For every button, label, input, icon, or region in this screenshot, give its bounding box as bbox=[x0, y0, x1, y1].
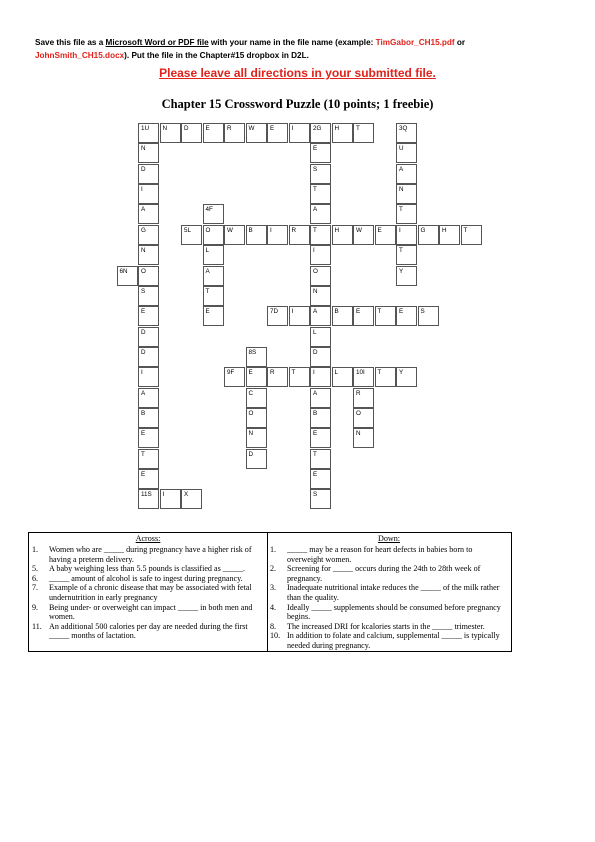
crossword-cell[interactable]: G bbox=[418, 225, 439, 245]
crossword-cell[interactable]: A bbox=[310, 388, 331, 408]
down-column bbox=[267, 533, 511, 651]
file-format-text: Microsoft Word or PDF file bbox=[105, 38, 209, 47]
clue-text: _____ amount of alcohol is safe to ingest during pregnancy. bbox=[49, 573, 243, 583]
crossword-cell[interactable]: O bbox=[246, 408, 267, 428]
crossword-cell[interactable]: E bbox=[310, 428, 331, 448]
crossword-cell[interactable]: U bbox=[396, 143, 417, 163]
crossword-cell[interactable]: C bbox=[246, 388, 267, 408]
crossword-cell[interactable]: 9F bbox=[224, 367, 245, 387]
crossword-cell[interactable]: 8S bbox=[246, 347, 267, 367]
crossword-cell[interactable]: S bbox=[138, 286, 159, 306]
down-clue bbox=[267, 631, 511, 650]
clue-text: Inadequate nutritional intake reduces the _____ of the milk rather than the quality. bbox=[287, 583, 500, 602]
crossword-cell[interactable]: H bbox=[332, 225, 353, 245]
crossword-cell[interactable]: T bbox=[203, 286, 224, 306]
crossword-cell[interactable]: E bbox=[203, 123, 224, 143]
across-clue bbox=[29, 603, 267, 622]
crossword-cell[interactable]: 5L bbox=[181, 225, 202, 245]
crossword-cell[interactable]: H bbox=[332, 123, 353, 143]
crossword-cell[interactable]: A bbox=[396, 164, 417, 184]
crossword-cell[interactable]: 3Q bbox=[396, 123, 417, 143]
crossword-cell[interactable]: O bbox=[203, 225, 224, 245]
crossword-cell[interactable]: T bbox=[396, 204, 417, 224]
crossword-cell[interactable]: D bbox=[310, 347, 331, 367]
crossword-cell[interactable]: D bbox=[181, 123, 202, 143]
crossword-cell[interactable]: S bbox=[310, 164, 331, 184]
crossword-cell[interactable]: I bbox=[160, 489, 181, 509]
crossword-cell[interactable]: 7D bbox=[267, 306, 288, 326]
crossword-cell[interactable]: 4F bbox=[203, 204, 224, 224]
crossword-cell[interactable]: I bbox=[289, 306, 310, 326]
crossword-cell[interactable]: T bbox=[289, 367, 310, 387]
crossword-cell[interactable]: E bbox=[267, 123, 288, 143]
crossword-cell[interactable]: W bbox=[224, 225, 245, 245]
crossword-cell[interactable]: G bbox=[138, 225, 159, 245]
crossword-cell[interactable]: R bbox=[224, 123, 245, 143]
crossword-cell[interactable]: I bbox=[289, 123, 310, 143]
clue-number: 1. bbox=[32, 545, 39, 554]
crossword-cell[interactable]: B bbox=[138, 408, 159, 428]
crossword-cell[interactable]: E bbox=[353, 306, 374, 326]
crossword-cell[interactable]: S bbox=[310, 489, 331, 509]
crossword-cell[interactable]: L bbox=[310, 327, 331, 347]
crossword-cell[interactable]: A bbox=[138, 204, 159, 224]
across-clue bbox=[29, 574, 267, 584]
clue-text: In addition to folate and calcium, supplemental _____ is typically needed during pregnancy. bbox=[287, 631, 500, 650]
clue-number: 11. bbox=[32, 621, 42, 631]
crossword-cell[interactable]: O bbox=[353, 408, 374, 428]
clue-number: 8. bbox=[270, 621, 277, 631]
across-clue bbox=[29, 545, 267, 564]
across-clue bbox=[29, 564, 267, 574]
clue-number: 3. bbox=[270, 583, 277, 593]
clue-number: 9. bbox=[32, 602, 39, 612]
crossword-cell[interactable]: E bbox=[310, 469, 331, 489]
down-clue bbox=[267, 564, 511, 583]
crossword-cell[interactable]: O bbox=[310, 266, 331, 286]
clue-text: The increased DRI for kcalories starts in the _____ trimester. bbox=[287, 621, 485, 631]
crossword-cell[interactable]: T bbox=[353, 123, 374, 143]
leave-directions-notice: Please leave all directions in your submitted file. bbox=[159, 66, 436, 80]
down-clue bbox=[267, 545, 511, 564]
crossword-cell[interactable]: L bbox=[203, 245, 224, 265]
crossword-cell[interactable]: N bbox=[310, 286, 331, 306]
crossword-cell[interactable]: X bbox=[181, 489, 202, 509]
crossword-cell[interactable]: I bbox=[396, 225, 417, 245]
crossword-cell[interactable]: T bbox=[375, 367, 396, 387]
crossword-cell[interactable]: N bbox=[138, 143, 159, 163]
crossword-cell[interactable]: D bbox=[138, 164, 159, 184]
crossword-cell[interactable]: T bbox=[396, 245, 417, 265]
crossword-cell[interactable]: N bbox=[160, 123, 181, 143]
crossword-cell[interactable]: O bbox=[138, 266, 159, 286]
crossword-cell[interactable]: W bbox=[353, 225, 374, 245]
example-filename-docx: JohnSmith_CH15.docx bbox=[35, 50, 125, 60]
crossword-cell[interactable]: Y bbox=[396, 367, 417, 387]
across-clue bbox=[29, 622, 267, 641]
clue-number: 10. bbox=[270, 631, 281, 641]
clue-number: 5. bbox=[32, 564, 39, 574]
clues-table bbox=[28, 532, 512, 652]
crossword-cell[interactable]: L bbox=[332, 367, 353, 387]
clue-text: Example of a chronic disease that may be associated with fetal undernutrition in early pregnancy bbox=[49, 583, 252, 602]
crossword-cell[interactable]: W bbox=[246, 123, 267, 143]
clue-text: Being under- or overweight can impact _____ in both men and women. bbox=[49, 602, 253, 622]
crossword-cell[interactable]: 10I bbox=[353, 367, 374, 387]
across-clue bbox=[29, 583, 267, 602]
crossword-cell[interactable]: T bbox=[138, 449, 159, 469]
crossword-cell[interactable]: N bbox=[246, 428, 267, 448]
crossword-cell[interactable]: E bbox=[396, 306, 417, 326]
instructions-text-4: ). Put the file in the Chapter#15 dropbox in D2L. bbox=[124, 50, 309, 60]
clue-number: 6. bbox=[32, 573, 39, 583]
across-heading: Across: bbox=[135, 534, 161, 543]
crossword-cell[interactable]: I bbox=[138, 367, 159, 387]
instructions-text-2: with your name in the file name (example: bbox=[208, 38, 376, 47]
crossword-cell[interactable]: 11S bbox=[138, 489, 159, 509]
clue-text: An additional 500 calories per day are needed during the first _____ months of lactation. bbox=[49, 621, 248, 641]
clue-text: Ideally _____ supplements should be consumed before pregnancy begins. bbox=[287, 602, 501, 622]
puzzle-title: Chapter 15 Crossword Puzzle (10 points; 1 freebie) bbox=[161, 97, 434, 111]
crossword-cell[interactable]: B bbox=[246, 225, 267, 245]
crossword-cell[interactable]: T bbox=[310, 225, 331, 245]
crossword-cell[interactable]: N bbox=[353, 428, 374, 448]
crossword-cell[interactable]: B bbox=[332, 306, 353, 326]
crossword-cell[interactable]: R bbox=[267, 367, 288, 387]
crossword-cell[interactable]: E bbox=[203, 306, 224, 326]
crossword-cell[interactable]: 1U bbox=[138, 123, 159, 143]
down-clue bbox=[267, 622, 511, 632]
crossword-cell[interactable]: T bbox=[375, 306, 396, 326]
clue-text: _____ may be a reason for heart defects in babies born to overweight women. bbox=[287, 545, 473, 564]
crossword-cell[interactable]: A bbox=[310, 306, 331, 326]
clue-number: 1. bbox=[270, 545, 277, 554]
crossword-cell[interactable]: N bbox=[138, 245, 159, 265]
crossword-cell[interactable]: I bbox=[310, 367, 331, 387]
crossword-cell[interactable]: A bbox=[310, 204, 331, 224]
clue-text: Screening for _____ occurs during the 24th to 28th week of pregnancy. bbox=[287, 564, 481, 583]
crossword-cell[interactable]: B bbox=[310, 408, 331, 428]
crossword-cell[interactable]: E bbox=[138, 306, 159, 326]
instructions-text-1: Save this file as a bbox=[35, 38, 106, 47]
crossword-cell[interactable]: T bbox=[310, 449, 331, 469]
down-clue-list bbox=[267, 545, 511, 651]
crossword-cell[interactable]: E bbox=[138, 428, 159, 448]
crossword-cell[interactable]: I bbox=[310, 245, 331, 265]
crossword-cell[interactable]: N bbox=[396, 184, 417, 204]
crossword-cell[interactable]: D bbox=[138, 327, 159, 347]
crossword-cell[interactable]: A bbox=[138, 388, 159, 408]
clue-text: A baby weighing less than 5.5 pounds is classified as _____. bbox=[49, 564, 246, 574]
clue-text: Women who are _____ during pregnancy have a higher risk of having a preterm delivery. bbox=[49, 545, 252, 564]
example-filename-pdf: TimGabor_CH15.pdf bbox=[375, 38, 455, 47]
across-column bbox=[29, 533, 268, 651]
crossword-cell[interactable]: Y bbox=[396, 266, 417, 286]
across-clue-list bbox=[29, 545, 267, 641]
crossword-cell[interactable]: S bbox=[418, 306, 439, 326]
clue-number: 2. bbox=[270, 564, 277, 574]
instructions-text-3: or bbox=[454, 38, 466, 47]
crossword-cell[interactable]: T bbox=[461, 225, 482, 245]
crossword-cell[interactable]: R bbox=[289, 225, 310, 245]
crossword-cell[interactable]: D bbox=[246, 449, 267, 469]
crossword-cell[interactable]: R bbox=[353, 388, 374, 408]
crossword-cell[interactable]: 2G bbox=[310, 123, 331, 143]
down-clue bbox=[267, 603, 511, 622]
crossword-cell[interactable]: T bbox=[310, 184, 331, 204]
crossword-cell[interactable]: E bbox=[375, 225, 396, 245]
clue-number: 7. bbox=[32, 583, 39, 593]
crossword-cell[interactable]: I bbox=[267, 225, 288, 245]
crossword-cell[interactable]: 6N bbox=[117, 266, 138, 286]
down-heading: Down: bbox=[377, 534, 401, 543]
crossword-cell[interactable]: E bbox=[310, 143, 331, 163]
crossword-cell[interactable]: E bbox=[138, 469, 159, 489]
crossword-cell[interactable]: D bbox=[138, 347, 159, 367]
crossword-cell[interactable]: A bbox=[203, 266, 224, 286]
crossword-cell[interactable]: E bbox=[246, 367, 267, 387]
clue-number: 4. bbox=[270, 602, 277, 612]
down-clue bbox=[267, 583, 511, 602]
crossword-cell[interactable]: H bbox=[439, 225, 460, 245]
crossword-cell[interactable]: I bbox=[138, 184, 159, 204]
